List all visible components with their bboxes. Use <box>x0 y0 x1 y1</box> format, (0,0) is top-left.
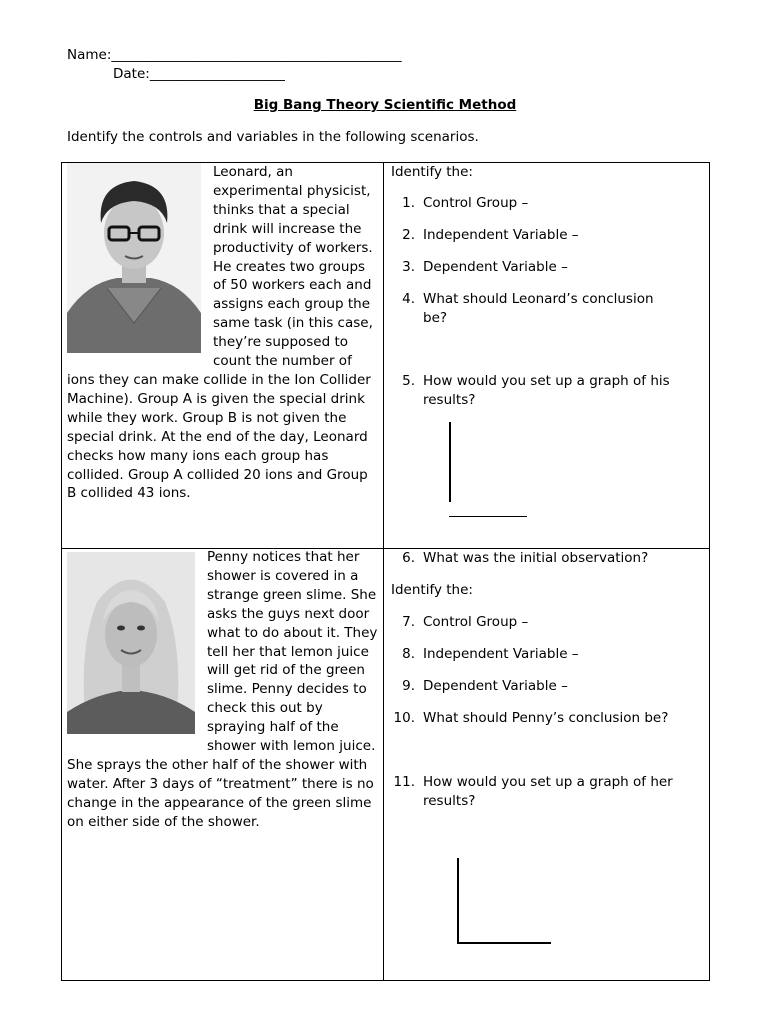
question-7: 7. Control Group – <box>402 614 529 630</box>
name-field[interactable]: Name:___________________________________________ <box>67 47 402 63</box>
instructions: Identify the controls and variables in the following scenarios. <box>67 129 479 145</box>
date-field[interactable]: Date:____________________ <box>113 66 285 82</box>
identify-label-1: Identify the: <box>391 164 473 180</box>
question-9: 9. Dependent Variable – <box>402 678 568 694</box>
column-divider <box>383 162 384 981</box>
question-2: 2. Independent Variable – <box>402 227 579 243</box>
graph-x-axis-2 <box>457 942 551 944</box>
identify-label-2: Identify the: <box>391 582 473 598</box>
question-1: 1. Control Group – <box>402 195 529 211</box>
question-6: 6. What was the initial observation? <box>402 550 649 566</box>
penny-photo <box>67 552 195 734</box>
question-10: 10. What should Penny’s conclusion be? <box>393 710 669 726</box>
question-11: 11. How would you set up a graph of her results? <box>393 774 673 809</box>
question-4: 4. What should Leonard’s conclusion be? <box>402 291 654 326</box>
scenario-leonard <box>67 163 379 503</box>
leonard-photo <box>67 163 201 353</box>
scenario-penny <box>67 548 379 832</box>
graph-y-axis-2 <box>457 858 459 944</box>
page-title: Big Bang Theory Scientific Method <box>253 97 517 113</box>
question-3: 3. Dependent Variable – <box>402 259 568 275</box>
graph-y-axis-1 <box>449 422 451 502</box>
graph-x-axis-1 <box>449 516 527 517</box>
scenario-leonard-text: Leonard, an experimental physicist, thinks that a special drink will increase the productivity of workers. He creates two groups of 50 workers each and assigns each group the same task (in this case, they’re supposed to count the number of ions they can make collide in the Ion Collider Machine). Group A is given the special drink while they work. Group B is not given the special drink. At the end of the day, Leonard checks how many ions each group has collided. Group A collided 20 ions and Group B collided 43 ions. <box>67 164 373 502</box>
question-5: 5. How would you set up a graph of his results? <box>402 373 670 408</box>
scenario-penny-text: Penny notices that her shower is covered in a strange green slime. She asks the guys next door what to do about it. They tell her that lemon juice will get rid of the green slime. Penny decides to check this out by spraying half of the shower with lemon juice. She sprays the other half of the shower with water. After 3 days of “treatment” there is no change in the appearance of the green slime on either side of the shower. <box>67 549 378 830</box>
question-8: 8. Independent Variable – <box>402 646 579 662</box>
